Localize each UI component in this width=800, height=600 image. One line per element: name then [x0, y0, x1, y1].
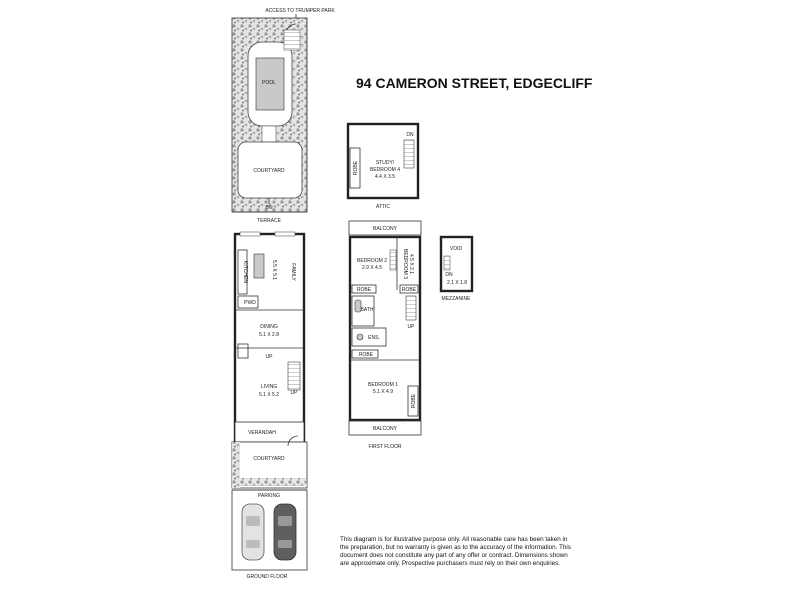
mezzanine-dn-label: DN	[445, 272, 453, 278]
robe-1-label: ROBE	[356, 287, 372, 293]
verandah-label: VERANDAH	[248, 430, 276, 436]
bedroom-1-label: BEDROOM 1	[367, 382, 399, 388]
island-bench	[254, 254, 264, 278]
pool-label: POOL	[262, 80, 276, 86]
robe-2-label: ROBE	[401, 287, 417, 293]
study-label: STUDY/	[375, 160, 395, 166]
terrace-label: TERRACE	[257, 218, 281, 224]
up-label-1: UP	[265, 354, 273, 360]
robe-3-label: ROBE	[358, 352, 374, 358]
balcony-bottom-label: BALCONY	[373, 426, 397, 432]
living-dims: 5.1 X 5.2	[258, 392, 280, 398]
car-1-icon	[242, 504, 264, 560]
disclaimer-line-4: are approximate only. Prospective purchasers must rely on their own enquiries.	[340, 560, 561, 567]
car-2-icon	[274, 504, 296, 560]
attic-robe-label: ROBE	[353, 160, 359, 176]
balcony-top-label: BALCONY	[373, 226, 397, 232]
pwd-label: PWD	[244, 300, 256, 306]
first-up-label: UP	[407, 324, 415, 330]
up-label-2: UP	[290, 390, 298, 396]
mezzanine-plan	[441, 237, 472, 302]
ground-floor-label: GROUND FLOOR	[246, 574, 288, 580]
disclaimer	[340, 536, 571, 567]
courtyard-bottom-label: COURTYARD	[253, 456, 285, 462]
access-label: ACCESS TO TRUMPER PARK	[265, 8, 335, 14]
mezzanine-dims: 2.1 X 1.8	[446, 280, 468, 286]
family-dims: 5.5 X 5.1	[271, 259, 277, 281]
bedroom-1-dims: 5.1 X 4.9	[372, 389, 394, 395]
robe-4-label: ROBE	[411, 393, 417, 409]
living-label: LIVING	[260, 384, 278, 390]
parking-label: PARKING	[257, 493, 281, 499]
attic-dn-label: DN	[406, 132, 414, 138]
mezzanine-label: MEZZANINE	[441, 296, 471, 302]
disclaimer-line-2: the preparation, but no warranty is given as to the accuracy of the information. This	[340, 544, 571, 551]
family-label: FAMILY	[290, 263, 296, 281]
dining-dims: 5.1 X 2.8	[258, 332, 280, 338]
bath-label: BATH	[360, 307, 374, 313]
dining-label: DINING	[260, 324, 278, 330]
first-floor-label: FIRST FLOOR	[368, 444, 402, 450]
kitchen-label: KITCHEN	[242, 261, 248, 283]
dn-label: DN	[265, 205, 273, 211]
ground-floor-plan	[232, 8, 335, 580]
first-floor-plan	[349, 221, 421, 450]
void-label: VOID	[449, 246, 463, 252]
ens-label: ENS.	[368, 335, 380, 341]
bedroom-2-dims: 2.9 X 4.5	[361, 265, 383, 271]
attic-label: ATTIC	[375, 204, 391, 210]
disclaimer-line-1: This diagram is for illustrative purpose only. All reasonable care has been taken in	[340, 536, 568, 543]
bedroom-4-label: BEDROOM 4	[369, 167, 401, 173]
bedroom-2-label: BEDROOM 2	[356, 258, 388, 264]
property-title: 94 CAMERON STREET, EDGECLIFF	[356, 75, 593, 91]
attic-plan	[348, 124, 418, 210]
courtyard-top-label: COURTYARD	[253, 168, 285, 174]
bedroom-4-dims: 4.4 X 3.5	[374, 174, 396, 180]
bedroom-3-dims: 4.5 X 2.1	[408, 253, 414, 275]
disclaimer-line-3: document does not constitute any part of any offer or contract. Dimensions shown	[340, 552, 568, 559]
bedroom-3-label: BEDROOM 3	[402, 248, 408, 280]
